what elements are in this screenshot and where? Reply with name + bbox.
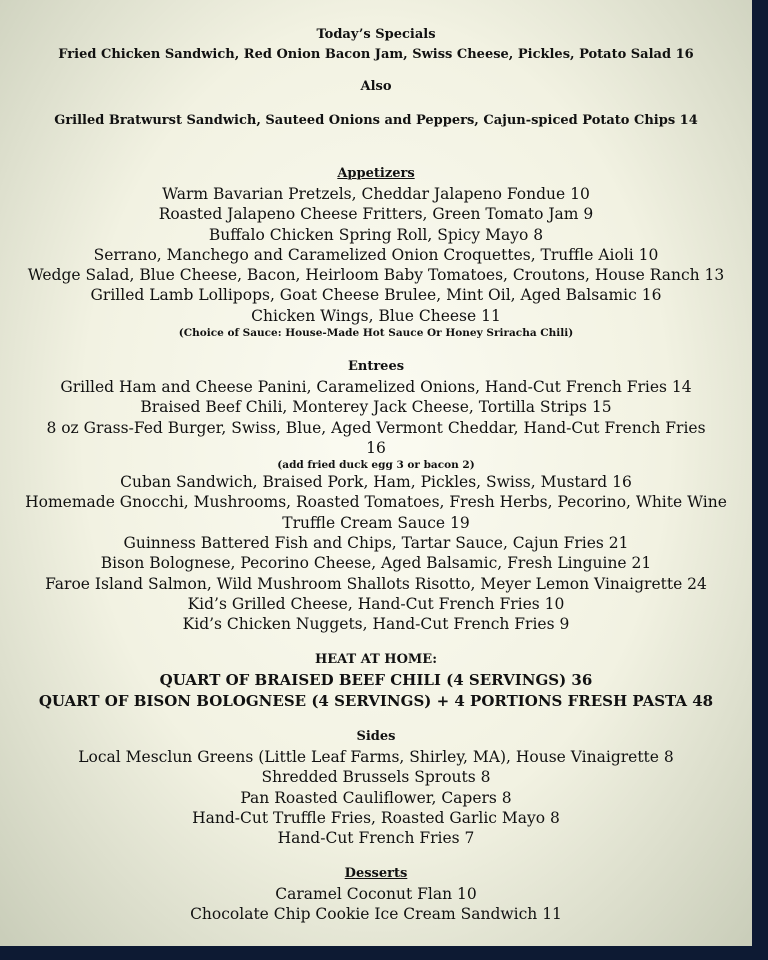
menu-item: Warm Bavarian Pretzels, Cheddar Jalapeno Fondue 10 <box>162 185 590 203</box>
special-item: Grilled Bratwurst Sandwich, Sauteed Onions and Peppers, Cajun-spiced Potato Chips 14 <box>54 113 698 128</box>
heat-at-home-title: HEAT AT HOME: <box>314 652 438 667</box>
menu-item: Truffle Cream Sauce 19 <box>282 513 470 532</box>
menu-item: 16 <box>366 438 386 457</box>
menu-item: Chocolate Chip Cookie Ice Cream Sandwich 11 <box>190 905 562 924</box>
special-item: Fried Chicken Sandwich, Red Onion Bacon Jam, Swiss Cheese, Pickles, Potato Salad 16 <box>58 47 694 62</box>
heat-at-home-section <box>0 650 752 712</box>
sides-title: Sides <box>356 729 396 744</box>
menu-item: Grilled Ham and Cheese Panini, Caramelized Onions, Hand-Cut French Fries 14 <box>60 378 692 396</box>
menu-item: Wedge Salad, Blue Cheese, Bacon, Heirloom Baby Tomatoes, Croutons, House Ranch 13 <box>27 266 725 285</box>
menu-item: Faroe Island Salmon, Wild Mushroom Shallots Risotto, Meyer Lemon Vinaigrette 24 <box>45 574 707 593</box>
entrees-section <box>0 357 752 635</box>
specials-section <box>0 25 752 65</box>
also-label: Also <box>360 79 392 94</box>
sides-section <box>0 727 752 848</box>
menu-item: Chicken Wings, Blue Cheese 11 <box>251 306 501 325</box>
menu-item: Hand-Cut French Fries 7 <box>277 829 475 848</box>
menu-item: Grilled Lamb Lollipops, Goat Cheese Brulee, Mint Oil, Aged Balsamic 16 <box>90 286 662 305</box>
menu-item: Homemade Gnocchi, Mushrooms, Roasted Tomatoes, Fresh Herbs, Pecorino, White Wine <box>25 493 727 512</box>
entrees-title: Entrees <box>347 359 405 374</box>
menu-item: Cuban Sandwich, Braised Pork, Ham, Pickles, Swiss, Mustard 16 <box>120 473 632 492</box>
desserts-section <box>0 864 752 925</box>
menu-item: Caramel Coconut Flan 10 <box>275 885 477 903</box>
desserts-title: Desserts <box>344 866 408 881</box>
appetizers-section <box>0 164 752 341</box>
menu-item: Pan Roasted Cauliflower, Capers 8 <box>240 788 512 807</box>
menu-item: Serrano, Manchego and Caramelized Onion Croquettes, Truffle Aioli 10 <box>93 245 659 264</box>
menu-item: QUART OF BRAISED BEEF CHILI (4 SERVINGS) 36 <box>159 671 593 689</box>
menu-item: Bison Bolognese, Pecorino Cheese, Aged Balsamic, Fresh Linguine 21 <box>100 554 652 573</box>
burger-note: (add fried duck egg 3 or bacon 2) <box>277 459 475 472</box>
appetizers-title: Appetizers <box>337 166 415 181</box>
menu-item: 8 oz Grass-Fed Burger, Swiss, Blue, Aged Vermont Cheddar, Hand-Cut French Fries <box>46 418 706 437</box>
menu-item: Hand-Cut Truffle Fries, Roasted Garlic Mayo 8 <box>192 808 560 827</box>
menu-item: Buffalo Chicken Spring Roll, Spicy Mayo 8 <box>208 225 544 244</box>
also-label-wrap <box>0 77 752 97</box>
menu-item: Shredded Brussels Sprouts 8 <box>261 768 491 787</box>
menu-item: Braised Beef Chili, Monterey Jack Cheese, Tortilla Strips 15 <box>140 398 612 417</box>
menu-item: Roasted Jalapeno Cheese Fritters, Green Tomato Jam 9 <box>158 205 594 224</box>
special-item-2-wrap <box>0 111 752 131</box>
menu-item: Local Mesclun Greens (Little Leaf Farms, Shirley, MA), House Vinaigrette 8 <box>78 748 674 766</box>
menu-item: Kid’s Grilled Cheese, Hand-Cut French Fries 10 <box>187 594 565 613</box>
menu-item: Kid’s Chicken Nuggets, Hand-Cut French Fries 9 <box>182 615 570 634</box>
sauce-note: (Choice of Sauce: House-Made Hot Sauce Or Honey Sriracha Chili) <box>178 327 574 340</box>
menu-item: QUART OF BISON BOLOGNESE (4 SERVINGS) + 4 PORTIONS FRESH PASTA 48 <box>38 692 714 710</box>
menu-item: Guinness Battered Fish and Chips, Tartar Sauce, Cajun Fries 21 <box>123 534 629 553</box>
specials-title: Today’s Specials <box>316 27 436 42</box>
